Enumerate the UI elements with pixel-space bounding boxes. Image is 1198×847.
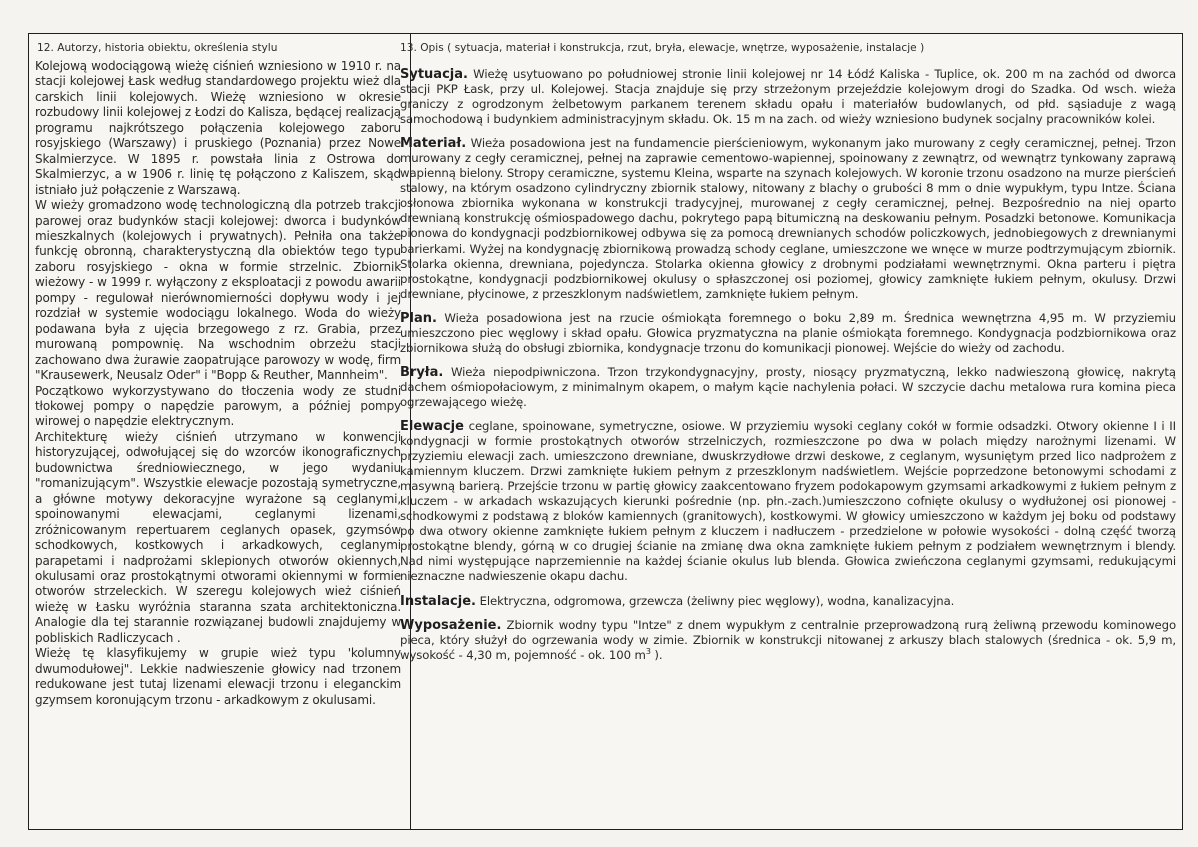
section-12-heading: 12. Autorzy, historia obiektu, określenia stylu (37, 42, 278, 54)
equipment-tail: ). (650, 647, 663, 662)
equipment-text: Zbiornik wodny typu "Intze" z dnem wypukłym z centralnie przeprowadzoną rurą żeliwną przewodu kominowego pieca, który służył do ogrzewania wody w zimie. Zbiornik w konstrukcji nitowanej z arkuszy blach stalowych (średnica - ok. 5,9 m, wysokość - 4,30 m, pojemność - ok. 100 m (400, 617, 1176, 662)
description-body (398, 59, 1176, 663)
situation-paragraph (400, 67, 1176, 127)
history-paragraph: W wieży gromadzono wodę technologiczną dla potrzeb trakcji parowej oraz budynków stacji kolejowej: dworca i budynków mieszkalnych (kolejowych i prywatnych). Pełniła ona także funkcję obronną, charakterystyczną dla obiektów tego typu zaboru rosyjskiego - okna w formie strzelnic. Zbiornik wieżowy - w 1999 r. wyłączony z eksploatacji z powodu awarii pompy - regulował nierównomierności dopływu wody i jej rozdział w systemie wodociągu lokalnego. Woda do wieży podawana była z ujęcia brzegowego z rz. Grabia, przez murowaną pompownię. Na wschodnim obrzeżu stacji zachowano dwa żurawie zaopatrujące parowozy w wodę, firm "Krausewerk, Neusalz Oder" i "Bopp & Reuther, Mannheim". (35, 198, 401, 383)
massing-paragraph (400, 365, 1176, 410)
installations-paragraph (400, 594, 1176, 609)
situation-text: Wieżę usytuowano po południowej stronie linii kolejowej nr 14 Łódź Kaliska - Tuplice, ok. 200 m na zachód od dworca stacji PKP Łask, przy ul. Kolejowej. Stacja znajduje się przy strzeżonym przejeździe kolejowym drogi do Szadka. Od wsch. wieża graniczy z ogrodzonym żelbetowym parkanem terenem składu opału i materiałów budowlanych, od płd. sąsiaduje z wagą samochodową i budynkiem administracyjnym składu. Ok. 15 m na zach. od wieży wzniesiono budynek socjalny pracowników kolei. (400, 67, 1177, 127)
material-text: Wieża posadowiona jest na fundamencie pierścieniowym, wykonanym jako murowany z cegły ceramicznej, pełnej. Trzon murowany z cegły ceramicznej, pełnej na zaprawie cementowo-wapiennej, spoinowany z zewnątrz, od wewnątrz tynkowany zaprawą wapienną bielony. Stropy ceramiczne, systemu Kleina, wsparte na szynach kolejowych. W koronie trzonu osadzono na murze pierścień stalowy, na którym osadzono cylindryczny zbiornik stalowy, nitowany z blachy o grubości 8 mm o dnie wypukłym, typu Intze. Ściana osłonowa zbiornika wykonana w konstrukcji tradycyjnej, murowanej z cegły ceramicznej, pełnej. Bezpośrednio na niej oparto drewnianą konstrukcję ośmiospadowego dachu, pokrytego papą bitumiczną na deskowaniu pełnym. Posadzki betonowe. Komunikacja pionowa do kondygnacji podzbiornikowej odbywa się za pomocą drewnianych schodów policzkowych, jednobiegowych z drewnianymi barierkami. Wyżej na kondygnację zbiornikową prowadzą schody ceglane, umieszczone we wnęce w murze podtrzymującym zbiornik. Stolarka okienna, drewniana, pojedyncza. Stolarka okienna głowicy z drobnymi podziałami wewnętrznymi. Okna parteru i piętra prostokątne, kondygnacji podzbiornikowej okulusy o spłaszczonej osi poziomej, głowicy zamknięte łukiem pełnym, okulusy. Drzwi drewniane, płycinowe, z przeszklonym nadświetlem, zamknięte łukiem pełnym. (400, 136, 1176, 301)
installations-label: Instalacje. (400, 593, 476, 609)
plan-label: Plan. (400, 310, 437, 326)
equipment-paragraph (400, 618, 1176, 663)
plan-paragraph (400, 311, 1176, 356)
history-paragraph: Architekturę wieży ciśnień utrzymano w konwencji historyzującej, odwołującej się do wzorców ikonograficznych budownictwa średniowiecznego, w jego wydaniu "romanizującym". Wszystkie elewacje pozostają symetryczne, a główne motywy dekoracyjne wyrażone są ceglanymi, spoinowanymi elewacjami, ceglanymi lizenami, zróżnicowanym repertuarem ceglanych opasek, gzymsów schodkowych, kostkowych i arkadkowych, ceglanymi parapetami i nadprożami sklepionych otworów okiennych, okulusami oraz prostokątnymi otworami okiennymi w formie otworów strzeleckich. W szeregu kolejowych wież ciśnień wieżę w Łasku wyróżnia staranna szata architektoniczna. Analogie dla tej starannie rozwiązanej budowli znajdujemy w pobliskich Radliczycach . (35, 429, 401, 645)
equipment-label: Wyposażenie. (400, 617, 502, 633)
history-paragraph: Wieżę tę klasyfikujemy w grupie wież typu 'kolumny dwumodułowej". Lekkie nadwieszenie głowicy nad trzonem redukowane jest tutaj lizenami elewacji trzonu i eleganckim gzymsem koronującym trzonu - arkadkowym z okulusami. (35, 646, 401, 707)
situation-label: Sytuacja. (400, 67, 468, 82)
history-paragraph: Kolejową wodociągową wieżę ciśnień wzniesiono w 1910 r. na stacji kolejowej Łask według standardowego projektu wież dla carskich linii kolejowych. Wieżę wzniesiono w okresie rozbudowy linii kolejowej z Łodzi do Kalisza, będącej realizacją programu najkrótszego połączenia kolejowego zaboru rosyjskiego (Warszawy) i pruskiego (Poznania) przez Nowe Skalmierzyce. W 1895 r. powstała linia z Ostrowa do Skalmierzyc, a w 1906 r. linię tę połączono z Kaliszem, skąd istniało już połączenie z Warszawą. (35, 59, 401, 197)
elevations-text: ceglane, spoinowane, symetryczne, osiowe. W przyziemiu wysoki ceglany cokół w formie odsadzki. Otwory okienne I i II kondygnacji w formie prostokątnych otworów strzelniczych, rozmieszczone po dwa w polach między narożnymi lizenami. W przyziemiu elewacji zach. umieszczono drewniane, dwuskrzydłowe drzwi deskowe, z ceglanym, wysuniętym przed lico nadprożem z kamiennym kluczem. Drzwi zamknięte łukiem pełnym z przeszklonym nadświetlem. Wejście poprzedzone betonowymi schodami z masywną barierą. Przejście trzonu w partię głowicy zaakcentowano fryzem podokapowym gzymsami arkadkowymi z łukiem pełnym z kluczem - w arkadach wskazujących kierunki pośrednie (np. płn.-zach.)umieszczono cofnięte okulusy o wydłużonej osi pionowej - schodkowymi z podstawą z bloków kamiennych (granitowych), kostkowymi. W głowicy umieszczono w każdym jej boku od podstawy po dwa otwory okienne zamknięte łukiem pełnym z kluczem i nadłuczem - przedzielone w połowie wysokości - dolną część tworzą prostokątne blendy, górną w co drugiej ścianie na zmianę dwa okna zamknięte łukiem pełnym z podziałem wewnętrznym i blendy. Nad nimi występujące naprzemiennie na każdej ścianie okulus lub blenda. Głowica zwieńczona ceglanymi gzymsami, redukującymi nieznaczne nadwieszenie okapu dachu. (400, 418, 1176, 584)
section-13 (398, 41, 1176, 672)
cubic-superscript: 3 (645, 646, 651, 656)
massing-label: Bryła. (400, 364, 444, 380)
elevations-paragraph (400, 419, 1176, 585)
section-12 (35, 41, 401, 708)
plan-text: Wieża posadowiona jest na rzucie ośmiokąta foremnego o boku 2,89 m. Średnica wewnętrzna 4,95 m. W przyziemiu umieszczono piec węglowy i skład opału. Głowica pryzmatyczna na planie ośmiokąta foremnego. Kondygnacja podzbiornikowa oraz zbiornikowa służą do obsługi zbiornika, kondygnacje trzonu do komunikacji pionowej. Wejście do wieży od zachodu. (400, 310, 1176, 355)
section-13-heading: 13. Opis ( sytuacja, materiał i konstrukcja, rzut, bryła, elewacje, wnętrze, wyposażenie, instalacje ) (400, 42, 925, 54)
massing-text: Wieża niepodpiwniczona. Trzon trzykondygnacyjny, prosty, niosący pryzmatyczną, lekko nadwieszoną głowicę, nakrytą dachem ośmiopołaciowym, z minimalnym okapem, o małym kącie nachylenia połaci. W szczycie dachu metalowa rura komina pieca ogrzewającego wieżę. (400, 364, 1176, 409)
elevations-label: Elewacje (400, 418, 464, 434)
form-sheet (28, 33, 1183, 830)
material-paragraph (400, 136, 1176, 302)
history-paragraph: Początkowo wykorzystywano do tłoczenia wody ze studni tłokowej pompy o napędzie parowym, a później pompy wirowej o napędzie elektrycznym. (35, 383, 401, 429)
installations-text: Elektryczna, odgromowa, grzewcza (żeliwny piec węglowy), wodna, kanalizacyjna. (479, 593, 955, 608)
material-label: Materiał. (400, 136, 467, 152)
